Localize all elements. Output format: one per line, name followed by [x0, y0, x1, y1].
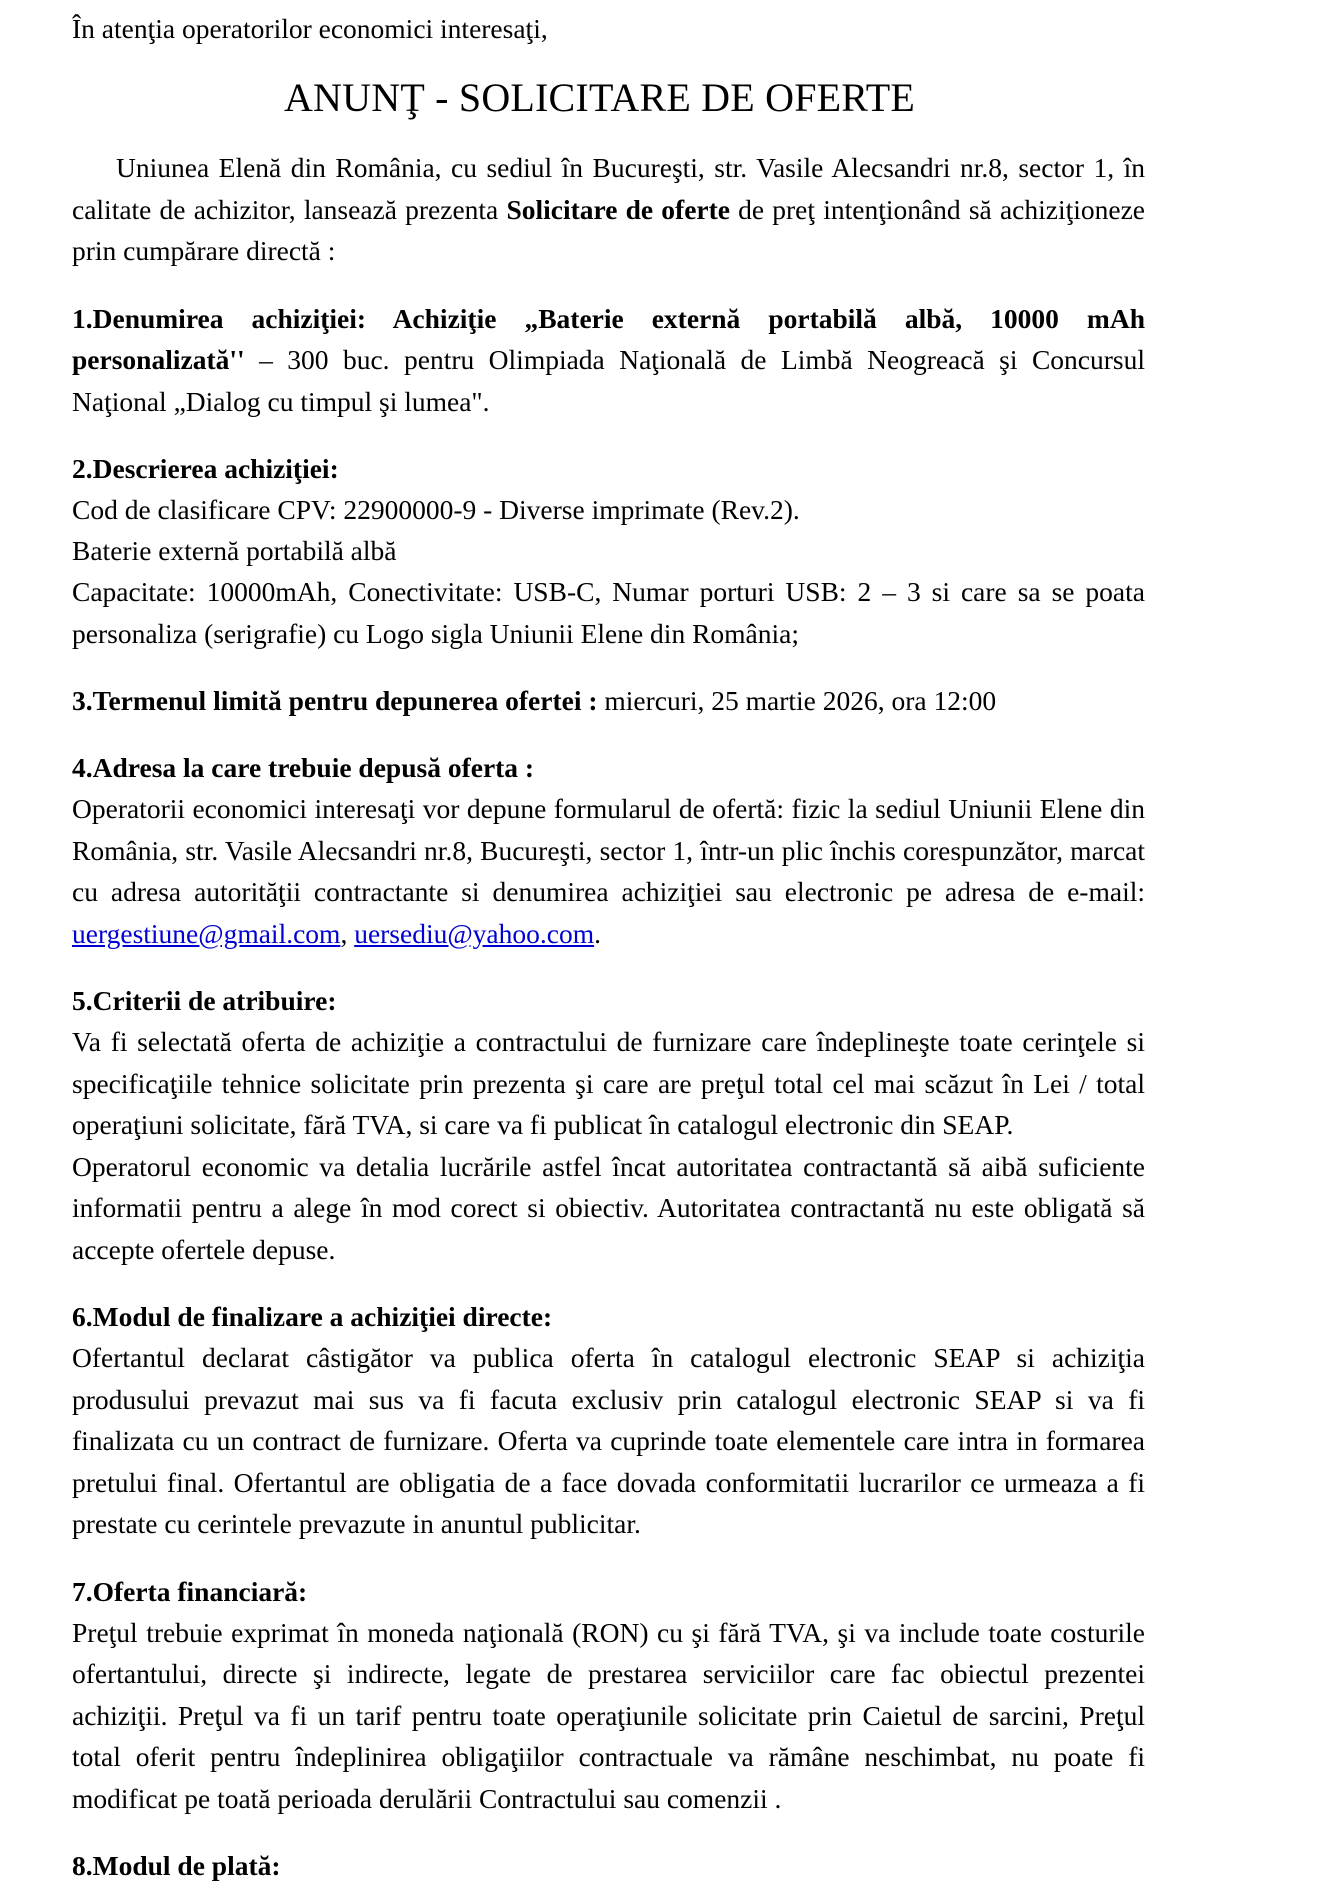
salutation-line: În atenţia operatorilor economici interesaţi,: [72, 13, 548, 44]
section-7-number: 7.: [72, 1575, 93, 1607]
section-7-heading-line: [72, 1571, 1145, 1612]
intro-bold-phrase: Solicitare de oferte: [506, 193, 730, 225]
section-3-heading: Termenul limită pentru depunerea ofertei :: [92, 685, 598, 716]
section-1: [72, 298, 1145, 423]
section-2-heading-line: [72, 448, 1145, 489]
section-4-heading-line: [72, 747, 1145, 788]
section-5-heading-line: [72, 980, 1145, 1021]
intro-paragraph: [72, 147, 1145, 272]
section-2-number: 2.: [72, 453, 93, 484]
section-6-body: Ofertantul declarat câstigător va publica oferta în catalogul electronic SEAP si achiziţia produsului prevazut mai sus va fi facuta exclusiv prin catalogul electronic SEAP si va fi finalizata cu un contract de furnizare. Oferta va cuprinde toate elementele care intra in formarea pretului final. Ofertantul are obligatia de a face dovada conformitatii lucrarilor ce urmeaza a fi prestate cu cerintele prevazute in anuntul publicitar.: [72, 1342, 1145, 1539]
section-6: [72, 1296, 1145, 1545]
spacer: [72, 954, 1145, 980]
section-6-number: 6.: [72, 1301, 93, 1332]
section-1-rest: – 300 buc. pentru Olimpiada Naţională de Limbă Neogreacă şi Concursul Naţional „Dialog cu timpul şi lumea".: [72, 344, 1145, 417]
section-7-heading: Oferta financiară:: [92, 1575, 308, 1607]
spacer: [72, 1819, 1145, 1845]
section-7: [72, 1571, 1145, 1820]
spacer: [72, 422, 1145, 448]
spacer: [72, 272, 1145, 298]
section-2-product-line: Baterie externă portabilă albă: [72, 535, 397, 566]
section-6-heading-line: [72, 1296, 1145, 1337]
spacer: [72, 721, 1145, 747]
section-2-cpv-line: Cod de clasificare CPV: 22900000-9 - Diverse imprimate (Rev.2).: [72, 494, 800, 525]
email-separator: ,: [340, 917, 355, 949]
section-6-heading: Modul de finalizare a achiziţiei directe:: [92, 1301, 553, 1332]
section-2-heading: Descrierea achiziţiei:: [92, 453, 339, 484]
section-4-text-before: Operatorii economici interesaţi vor depune formularul de ofertă: fizic la sediul Uniunii Elene din România, str. Vasile Alecsandri nr.8, Bucureşti, sector 1, într-un plic închis corespunzător, marcat cu adresa autorităţii contractante si denumirea achiziţiei sau electronic pe adresa de e-mail:: [72, 793, 1145, 907]
intro-text-after: de preţ intenţionând să achiziţioneze prin cumpărare directă :: [72, 193, 1145, 266]
section-3: [72, 680, 1145, 721]
section-2: [72, 448, 1145, 654]
section-3-line: [72, 680, 1145, 721]
email-link-gestiune[interactable]: uergestiune@gmail.com: [72, 917, 341, 949]
section-4-body: [72, 788, 1145, 954]
section-7-body: Preţul trebuie exprimat în moneda naţională (RON) cu şi fără TVA, şi va include toate costurile ofertantului, directe şi indirecte, legate de prestarea serviciilor care fac obiectul prezentei achiziţii. Preţul va fi un tarif pentru toate operaţiunile solicitate prin Caietul de sarcini, Preţul total oferit pentru îndeplinirea obligaţiilor contractuale va rămâne neschimbat, nu poate fi modificat pe toată perioada derulării Contractului sau comenzii .: [72, 1616, 1145, 1814]
section-3-deadline-value: miercuri, 25 martie 2026, ora 12:00: [597, 685, 997, 716]
spacer: [72, 1270, 1145, 1296]
intro-text-before: Uniunea Elenă din România, cu sediul în Bucureşti, str. Vasile Alecsandri nr.8, sector 1, în calitate de achizitor, lansează prezenta: [72, 152, 1145, 225]
section-1-number: 1.: [72, 302, 93, 334]
email-link-sediu[interactable]: uersediu@yahoo.com: [354, 917, 595, 949]
section-8-number: 8.: [72, 1850, 93, 1881]
section-4-text-after: .: [594, 917, 601, 949]
section-5: [72, 980, 1145, 1270]
section-8-heading: Modul de plată:: [92, 1850, 281, 1881]
spacer: [72, 1545, 1145, 1571]
spacer: [72, 654, 1145, 680]
section-5-paragraph-1: Va fi selectată oferta de achiziţie a contractului de furnizare care îndeplineşte toate cerinţele si specificaţiile tehnice solicitate prin prezenta şi care are preţul total cel mai scăzut în Lei / total operaţiuni solicitate, fără TVA, si care va fi publicat în catalogul electronic din SEAP.: [72, 1026, 1145, 1140]
section-5-number: 5.: [72, 985, 93, 1016]
section-4-number: 4.: [72, 752, 93, 783]
section-8: [72, 1845, 1145, 1886]
section-1-heading: Denumirea achiziţiei: Achiziţie „Baterie externă portabilă albă, 10000 mAh personalizată'': [72, 302, 1145, 375]
section-3-number: 3.: [72, 685, 93, 716]
section-4-heading: Adresa la care trebuie depusă oferta :: [92, 752, 535, 783]
section-1-paragraph: [72, 298, 1145, 423]
document-body: [72, 8, 1145, 1886]
section-8-heading-line: [72, 1845, 1145, 1886]
section-2-specs: Capacitate: 10000mAh, Conectivitate: USB-C, Numar porturi USB: 2 – 3 si care sa se poata personaliza (serigrafie) cu Logo sigla Uniunii Elene din România;: [72, 576, 1145, 649]
section-4: [72, 747, 1145, 954]
section-5-paragraph-2: Operatorul economic va detalia lucrările astfel încat autoritatea contractantă să aibă suficiente informatii pentru a alege în mod corect si obiectiv. Autoritatea contractantă nu este obligată să accepte ofertele depuse.: [72, 1150, 1145, 1265]
page-title: ANUNŢ - SOLICITARE DE OFERTE: [283, 75, 916, 120]
section-5-heading: Criterii de atribuire:: [92, 985, 337, 1016]
